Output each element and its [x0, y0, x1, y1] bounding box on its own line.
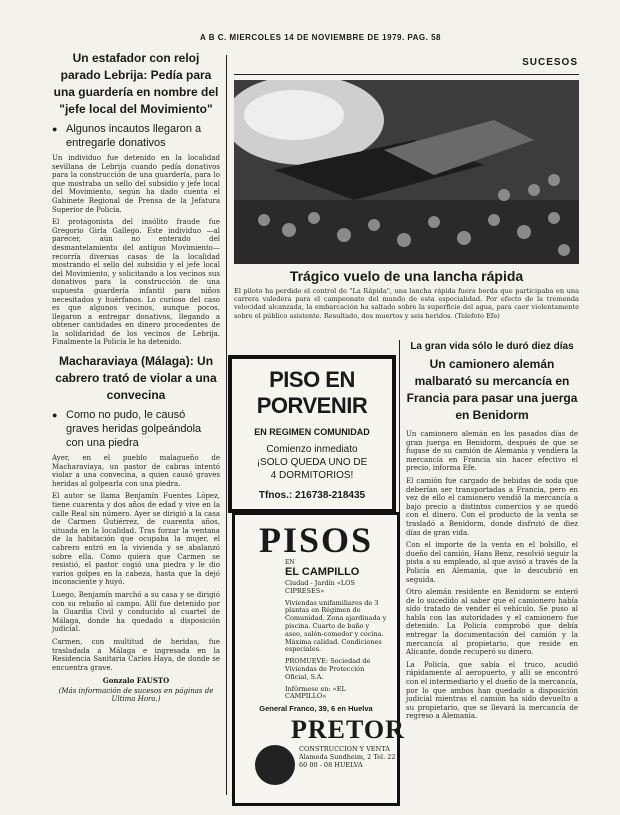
- article-paragraph: Un camionero alemán en los pasados días de gran juerga en Benidorm, después de que se fugase de su camión de Alemania y vendiera la mercancía en Francia sin hacer efectivo el precio, informa Efe.: [406, 430, 578, 473]
- article-paragraph: El protagonista del insólito fraude fue Gregorio Girla Gallego. Este individuo —al parecer, aún no enterado del desmantelamiento del antiguo Movimiento— recorría diversas casas de la localidad mostrando el sello del subsidio y el jefe local del Movimiento, y solicitando a los vecinos sus donativos para la construcción de una supuesta guardería infantil para niños necesitados y huérfanos. Lo curioso del caso es que algunos vecinos, aunque pocos, llegaron a entregar donativos, llegando a obtener cantidades en dinero procedentes de la solidaridad de los vecinos de Lebrija. Finalmente la Policía le ha detenido.: [52, 218, 220, 347]
- photo-title: Trágico vuelo de una lancha rápida: [289, 268, 524, 284]
- article-paragraph: La Policía, que sabía el truco, acudió rápidamente al aeropuerto, y allí se encontró con el intermediario y el dueño de la mercancía, por lo que ambos han quedado a disposición judicial mientras el camión ha sido devuelto a su propietario, que se llevará la mercancía de regreso a Alemania.: [406, 660, 578, 721]
- article-paragraph: El camión fue cargado de bebidas de soda que deberían ser transportadas a Francia, pero en vez de ello el camionero vendió la mercancía a bajo precio a distintos comercios y se quedó con el dinero. Con el producto de la venta se trasladó a Benidorm, donde disfrutó de diez días de gran vida.: [406, 476, 578, 537]
- ad-campillo: EL CAMPILLO: [285, 566, 360, 578]
- classified-ad-piso-porvenir: [228, 355, 396, 513]
- article-subheadline: ● Como no pudo, le causó graves heridas golpeándola con una piedra: [52, 408, 220, 450]
- ad-line-text: Comienzo inmediato: [266, 444, 358, 455]
- ad-pretor-sub: CONSTRUCCION Y VENTA Alameda Sundheim, 2 Tel. 22 60 00 - 08 HUELVA: [299, 745, 396, 770]
- top-rule: [234, 74, 579, 75]
- ad-info: Infórmese en: «EL CAMPILLO»: [285, 684, 346, 701]
- ad-phone: Tfnos.: 216738-218435: [258, 490, 366, 501]
- news-photo: [234, 80, 579, 264]
- article-paragraph: Carmen, con multitud de heridas, fue trasladada a Málaga e ingresada en la Residencia Sanitaria Carlos Haya, de donde se encuentra grave.: [52, 637, 220, 672]
- article-note: (Más información de sucesos en páginas de Ultima Hora.): [58, 687, 214, 704]
- article-signature: Gonzalo FAUSTO: [102, 676, 170, 686]
- article-paragraph: El autor se llama Benjamín Fuentes López, tiene cuarenta y dos años de edad y vive en la calle Real sin número. Ayer se dirigió a la casa de Carmen Gutiérrez, de cuarenta años, situada en la localidad. Tras forzar la ventana de la habitación que ocupaba la mujer, el cabrero entró en la vivienda y se abalanzó sobre ella. Como quiera que Carmen se resistió, el pastor cogió una piedra y le dio varios golpes en la cabeza, hasta que la dejó inconsciente y huyó.: [52, 492, 220, 587]
- ad-title: PISO EN PORVENIR: [256, 367, 368, 418]
- article-subheadline: ● Algunos incautos llegaron a entregarle donativos: [52, 122, 220, 150]
- article-lebrija: [52, 50, 220, 347]
- article-headline: Macharaviaya (Málaga): Un cabrero trató de violar a una convecina: [55, 354, 217, 403]
- ad-title: PISOS: [258, 520, 374, 560]
- ad-line-text: 4 DORMITORIOS!: [270, 470, 354, 481]
- ad-place: Ciudad - Jardín «LOS CIPRESES»: [285, 579, 355, 595]
- ad-line: EN REGIMEN COMUNIDAD: [254, 427, 370, 437]
- ad-body: Viviendas unifamiliares de 3 plantas en Régimen de Comunidad. Zona ajardinada y piscina. Cuarto de baño y aseo, salón-comedor y cocina. Máxima calidad. Condiciones especiales.: [285, 598, 387, 654]
- left-column: [52, 50, 220, 703]
- ad-line-text: ¡SOLO QUEDA UNO DE: [256, 457, 368, 468]
- right-column: [406, 340, 578, 725]
- article-macharaviaya: [52, 353, 220, 703]
- article-paragraph: Ayer, en el pueblo malagueño de Macharaviaya, un pastor de cabras intentó violar a una convecina, a quien causó graves heridas al golpearla con una piedra.: [52, 454, 220, 488]
- pretor-logo-icon: [255, 745, 295, 785]
- ad-line: [232, 443, 392, 482]
- article-paragraph: Con el importe de la venta en el bolsillo, el dueño del camión, Hans Benz, resolvió seguir la pista a su empleado, al que avisó a través de la Policía en Alemania, que lo descubrió en seguida.: [406, 541, 578, 584]
- article-paragraph: Luego, Benjamín marchó a su casa y se dirigió con su rebaño al campo. Allí fue detenido por la Guardia Civil y conducido al cuartel de Málaga, donde ha quedado a disposición judicial.: [52, 590, 220, 634]
- article-headline: Un estafador con reloj parado Lebrija: Pedía para una guardería en nombre del "jefe local del Movimiento": [53, 51, 219, 116]
- classified-ad-pisos-campillo: [232, 512, 405, 806]
- section-label: SUCESOS: [522, 57, 578, 68]
- photo-illustration: [234, 80, 579, 264]
- page-header: A B C. MIERCOLES 14 DE NOVIEMBRE DE 1979. PAG. 58: [200, 33, 441, 42]
- column-divider: [226, 55, 227, 795]
- ad-en: EN: [285, 559, 295, 566]
- article-kicker: La gran vida sólo le duró diez días: [410, 341, 574, 352]
- ad-pretor: PRETOR: [291, 715, 405, 745]
- article-paragraph: Otro alemán residente en Benidorm se enteró de lo sucedido al saber que el camionero había sido tratado de vender el vehículo. Se puso al habla con las autoridades y el camionero fue detenido. La Policía comprobó que debía entregar la documentación del camión y la mercancía al propietario, que reside en Alicante, donde recuperó su dinero.: [406, 588, 578, 657]
- photo-caption: El piloto ha perdido el control de "La Rápida", una lancha rápida fuera borda que participaba en una carrera valedera para el campeonato del mundo de esta especialidad. Por efecto de la tremenda velocidad alcanzada, la embarcación ha saltado sobre la superficie del agua, para caer violentamente sobre el público asistente. Resultado, dos muertos y seis heridos. (Telefoto Efe): [234, 287, 579, 320]
- article-paragraph: Un individuo fue detenido en la localidad sevillana de Lebrija cuando pedía donativos para la construcción de una guardería, para lo que mostraba un sello del subsidio y jefe local del Movimiento, según ha dado cuenta el Gabinete Regional de Prensa de la Jefatura Superior de Policía.: [52, 154, 220, 214]
- ad-address: General Franco, 39, 6 en Huelva: [259, 704, 373, 714]
- ad-promueve: PROMUEVE: Sociedad de Viviendas de Protección Oficial, S.A.: [285, 657, 371, 681]
- article-headline: Un camionero alemán malbarató su mercancía en Francia para pasar una juerga en Benidorm: [406, 357, 578, 422]
